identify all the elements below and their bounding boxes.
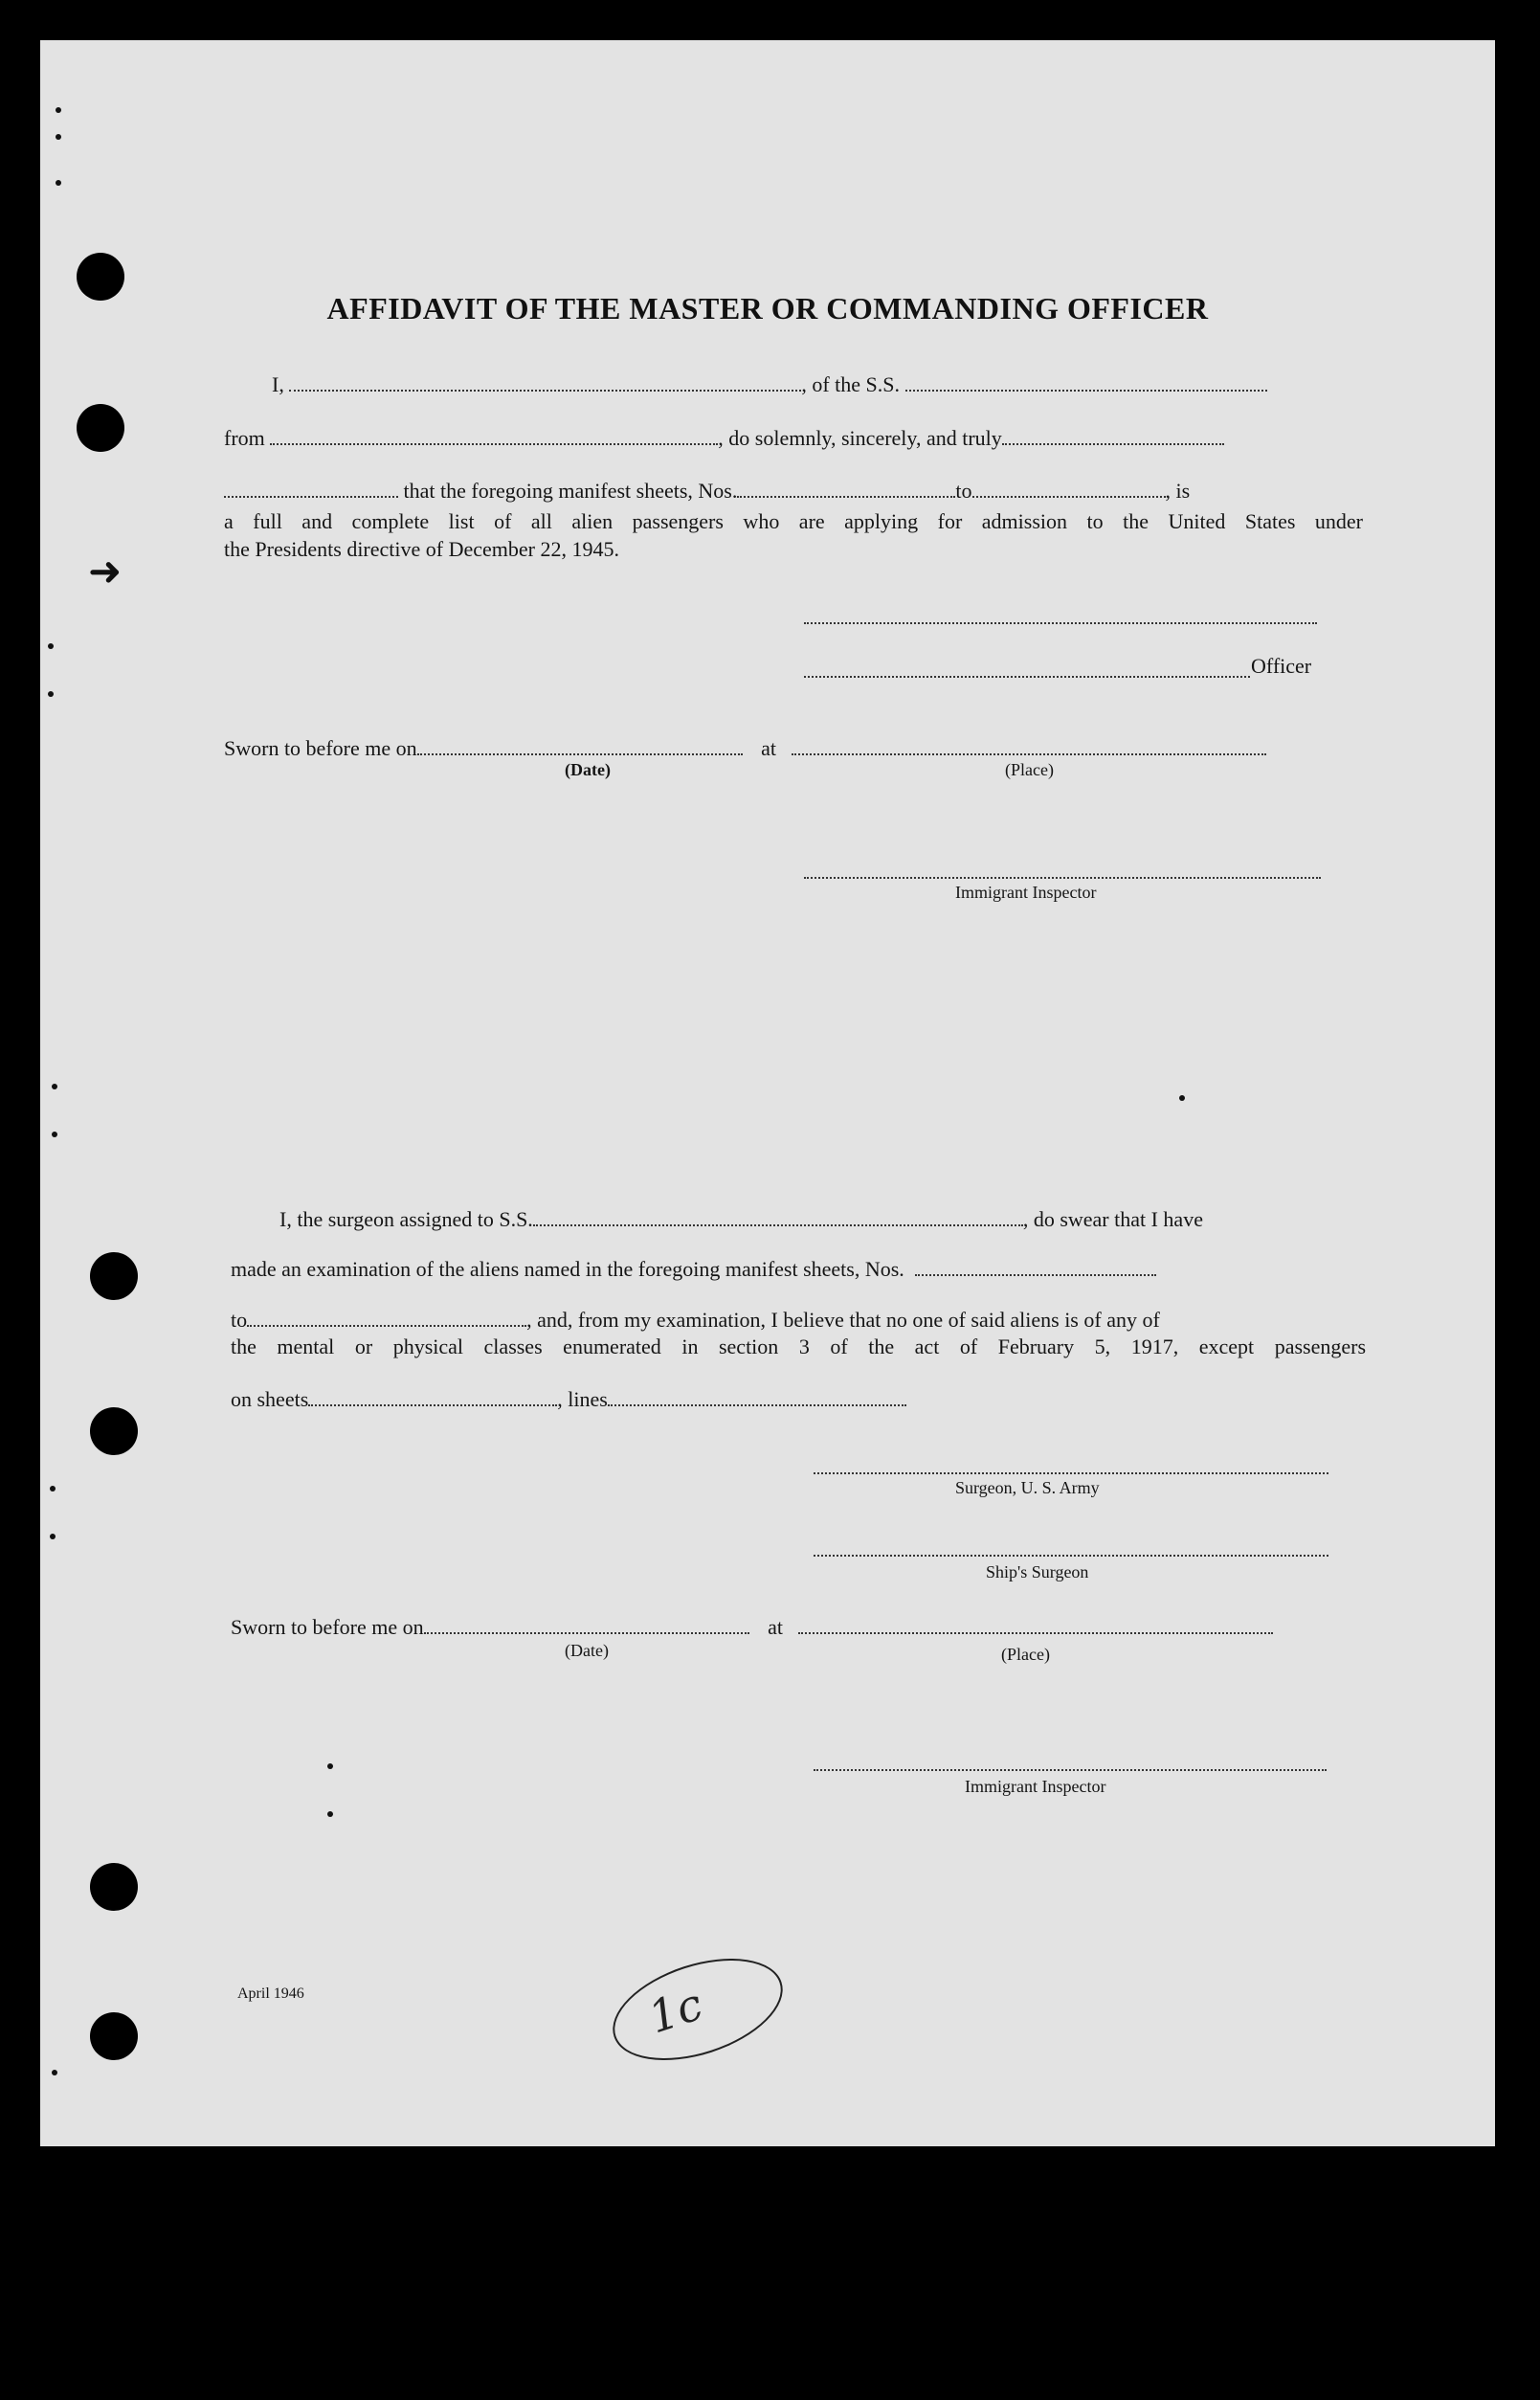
master-line-1: I, , of the S.S. bbox=[272, 371, 1267, 398]
officer-label: Officer bbox=[1251, 654, 1312, 678]
name-blank[interactable] bbox=[289, 382, 801, 392]
surgeon-inspector-signature-line[interactable] bbox=[814, 1769, 1327, 1771]
surgeon-paragraph: the mental or physical classes enumerated in section 3 of the act of February 5, 1917, except passengers bbox=[231, 1335, 1366, 1358]
surgeon-sworn-place-blank[interactable] bbox=[798, 1625, 1273, 1634]
speck bbox=[56, 107, 61, 113]
arrow-mark-icon: ➜ bbox=[88, 550, 123, 594]
surgeon-place-caption: (Place) bbox=[1001, 1645, 1050, 1664]
ship-name-blank[interactable] bbox=[905, 382, 1267, 392]
inspector-signature-line[interactable] bbox=[804, 877, 1321, 879]
place-caption: (Place) bbox=[1005, 760, 1054, 779]
form-date: April 1946 bbox=[237, 1985, 304, 2002]
surgeon-sworn-date-blank[interactable] bbox=[424, 1625, 749, 1634]
surgeon-sheet-from-blank[interactable] bbox=[915, 1267, 1156, 1276]
exception-lines-blank[interactable] bbox=[608, 1397, 906, 1406]
army-surgeon-signature-line[interactable] bbox=[814, 1472, 1328, 1474]
speck bbox=[327, 1763, 333, 1769]
surgeon-sworn-line: Sworn to before me on at bbox=[231, 1614, 1273, 1641]
ships-surgeon-signature-line[interactable] bbox=[814, 1555, 1328, 1557]
speck bbox=[56, 180, 61, 186]
sworn-date-blank[interactable] bbox=[417, 746, 743, 755]
surgeon-line-3: to , and, from my examination, I believe that no one of said aliens is of any of bbox=[231, 1308, 1160, 1332]
speck bbox=[52, 2070, 57, 2075]
surgeon-sheet-to-blank[interactable] bbox=[247, 1317, 526, 1327]
speck bbox=[48, 643, 54, 649]
master-sworn-line: Sworn to before me on at bbox=[224, 735, 1266, 762]
punch-hole bbox=[90, 1407, 138, 1455]
oath-blank[interactable] bbox=[1002, 436, 1224, 445]
sheet-to-blank[interactable] bbox=[972, 488, 1166, 498]
master-signature-line[interactable] bbox=[804, 622, 1317, 624]
document-page bbox=[40, 40, 1495, 2146]
surgeon-line-1: I, the surgeon assigned to S.S. , do swear that I have bbox=[279, 1207, 1203, 1231]
speck bbox=[50, 1534, 56, 1539]
surgeon-ship-blank[interactable] bbox=[533, 1217, 1023, 1226]
speck bbox=[1179, 1095, 1185, 1101]
master-line-3: that the foregoing manifest sheets, Nos. to , is bbox=[224, 478, 1190, 505]
master-paragraph: a full and complete list of all alien passengers who are applying for admission to the United States under the Presidents directive of December 22, 1945. bbox=[224, 509, 1363, 561]
from-port-blank[interactable] bbox=[270, 436, 718, 445]
speck bbox=[52, 1132, 57, 1137]
officer-signature-line[interactable] bbox=[804, 676, 1250, 678]
sheet-from-blank[interactable] bbox=[737, 488, 955, 498]
surgeon-inspector-caption: Immigrant Inspector bbox=[965, 1777, 1106, 1796]
army-surgeon-caption: Surgeon, U. S. Army bbox=[955, 1478, 1100, 1497]
date-caption: (Date) bbox=[565, 760, 611, 779]
handwritten-annotation: 1c bbox=[600, 1940, 795, 2079]
document-title: AFFIDAVIT OF THE MASTER OR COMMANDING OFFICER bbox=[326, 291, 1209, 325]
punch-hole bbox=[90, 2012, 138, 2060]
punch-hole bbox=[77, 404, 124, 452]
speck bbox=[48, 691, 54, 697]
speck bbox=[50, 1486, 56, 1492]
affirm-blank[interactable] bbox=[224, 488, 398, 498]
surgeon-date-caption: (Date) bbox=[565, 1641, 609, 1660]
master-line-2: from , do solemnly, sincerely, and truly bbox=[224, 425, 1224, 452]
ships-surgeon-caption: Ship's Surgeon bbox=[986, 1562, 1089, 1581]
punch-hole bbox=[90, 1863, 138, 1911]
exception-sheets-blank[interactable] bbox=[308, 1397, 557, 1406]
sworn-place-blank[interactable] bbox=[792, 746, 1266, 755]
surgeon-line-2: made an examination of the aliens named in the foregoing manifest sheets, Nos. bbox=[231, 1256, 1156, 1283]
punch-hole bbox=[90, 1252, 138, 1300]
speck bbox=[327, 1811, 333, 1817]
speck bbox=[56, 134, 61, 140]
inspector-caption: Immigrant Inspector bbox=[955, 883, 1097, 902]
surgeon-line-5: on sheets , lines bbox=[231, 1386, 906, 1413]
speck bbox=[52, 1084, 57, 1089]
